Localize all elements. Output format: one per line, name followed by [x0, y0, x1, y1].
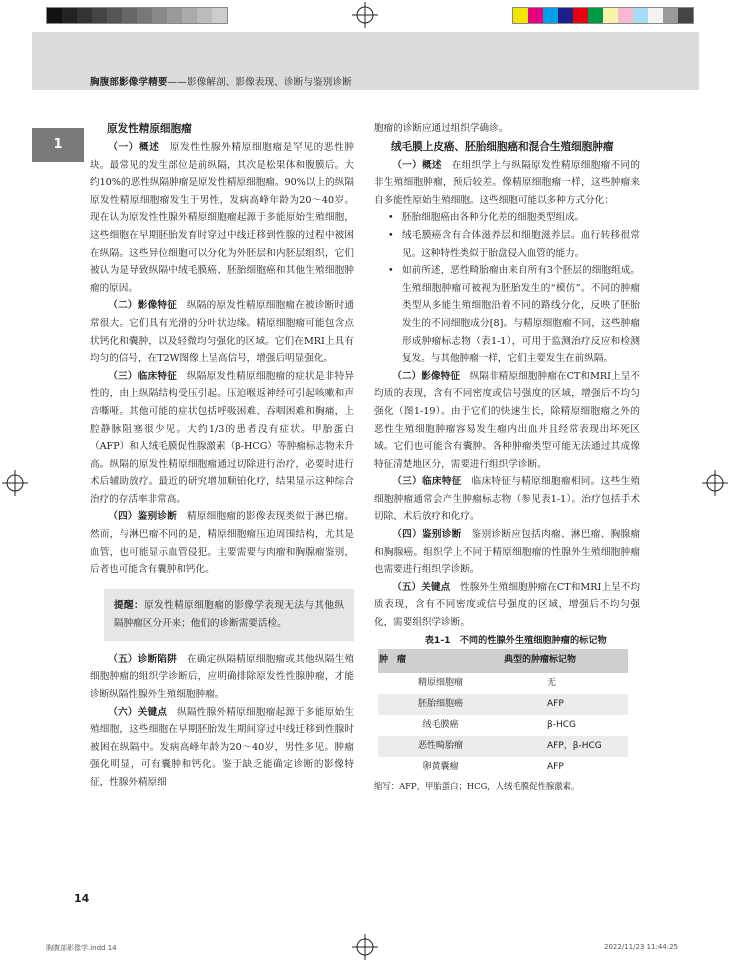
table-note: 缩写：AFP，甲胎蛋白；HCG，人绒毛膜促性腺激素。	[374, 781, 580, 792]
table-title: 表1-1 不同的性腺外生殖细胞肿瘤的标记物	[424, 634, 607, 646]
paragraph-clinical: （三）临床特征 纵隔原发性精原细胞瘤的症状是非特异性的，由上纵隔结构受压引起。压迫喉返神经可引起咳嗽和声音嘶哑。其他可能的症状包括呼吸困难、吞咽困难和胸痛，上腔静脉阻塞很少见。大约1/3的患者没有症状。甲胎蛋白（AFP）和人绒毛膜促性腺激素（β-HCG）等肿瘤标志物未升高。纵隔的原发性精原细胞瘤通过切除进行治疗，必要时进行术后辅助放疗。最近的研究增加顺铂化疗，结果显示这种综合治疗的存活率非常高。	[90, 370, 355, 505]
table-header-row	[378, 649, 628, 673]
table-cell-tumor: 绒毛膜癌	[422, 719, 459, 730]
chapter-tab: 1	[32, 128, 84, 162]
paragraph-clinical-2: （三）临床特征 临床特征与精原细胞瘤相同。这些生殖细胞肿瘤通常会产生肿瘤标志物（参见表1-1）。治疗包括手术切除、术后放疗和化疗。	[374, 476, 641, 523]
paragraph-keypoint: （六）关键点 纵隔性腺外精原细胞瘤起源于多能原始生殖细胞，这些细胞在早期胚胎发生期间穿过中线迁移到性腺时被困在纵隔中。发病高峰年龄为20～40岁，男性多见。肿瘤强化明显，可有囊肿和钙化。鉴于缺乏能确定诊断的影像特征，性腺外精原细	[90, 706, 355, 788]
table-cell-marker: AFP	[503, 694, 628, 715]
tip-box	[104, 589, 354, 641]
registration-mark-top	[352, 2, 378, 28]
section-title-nonseminoma: 绒毛膜上皮癌、胚胎细胞癌和混合生殖细胞肿瘤	[390, 140, 614, 153]
paragraph-imaging-2: （二）影像特征 纵隔非精原细胞肿瘤在CT和MRI上呈不均质的表现，含有不同密度或信号强度的区域，增强后不均匀强化（图1-19）。由于它们的快速生长，除精原细胞瘤之外的恶性生殖细胞肿瘤容易发生瘤内出血并且经常表现出坏死区域。它们也可能含有囊肿。各种肿瘤类型可能无法通过其成像特征清楚地区分，需要进行组织学诊断。	[374, 370, 641, 470]
table-header-tumor: 肿 瘤	[378, 649, 503, 673]
table-cell-tumor: 精原细胞瘤	[417, 677, 463, 688]
registration-mark-right	[702, 470, 728, 496]
book-title: 胸腹部影像学精要	[90, 77, 168, 88]
paragraph-keypoint-2: （五）关键点 性腺外生殖细胞肿瘤在CT和MRI上呈不均质表现，含有不同密度或信号强度的区域，增强后不均匀强化，需要组织学诊断。	[374, 581, 641, 629]
tip-text: 原发性精原细胞瘤的影像学表现无法与其他纵隔肿瘤区分开来；他们的诊断需要活检。	[114, 599, 345, 629]
table-cell-tumor: 胚胎细胞癌	[378, 694, 503, 715]
book-subtitle: ——影像解剖、影像表现、诊断与鉴别诊断	[167, 77, 352, 88]
registration-mark-left	[2, 470, 28, 496]
tumor-marker-table	[378, 649, 628, 778]
paragraph-differential: （四）鉴别诊断 精原细胞瘤的影像表现类似于淋巴瘤。然而，与淋巴瘤不同的是，精原细胞瘤压迫周围结构，尤其是血管，也可能显示血管侵犯。主要需要与肉瘤和胸腺瘤鉴别，后者也可能含有囊肿和钙化。	[90, 511, 355, 576]
paragraph-overview-2: （一）概述 在组织学上与纵隔原发性精原细胞瘤不同的非生殖细胞肿瘤，预后较差。像精原细胞瘤一样，这些肿瘤来自多能性原始生殖细胞。这些细胞可能以多种方式分化：	[374, 159, 641, 206]
table-cell-tumor: 恶性畸胎瘤	[378, 736, 503, 757]
continuation-text: 胞瘤的诊断应通过组织学确诊。	[374, 123, 509, 134]
bullet-item: • 如前所述，恶性畸胎瘤由来自所有3个胚层的细胞组成。生殖细胞肿瘤可被视为胚胎发生的“模仿”。不同的肿瘤类型从多能生殖细胞沿着不同的路线分化，反映了胚胎发生的不同细胞成分[8]。与精原细胞瘤不同，这些肿瘤形成肿瘤标志物（表1-1），可用于监测治疗反应和检测复发。与其他肿瘤一样，它们主要发生在前纵隔。	[374, 262, 640, 368]
tip-label: 提醒：	[114, 599, 145, 611]
right-column	[374, 120, 640, 796]
paragraph-overview: （一）概述 原发性性腺外精原细胞瘤是罕见的恶性肿块。最常见的发生部位是前纵隔，其次是松果体和腹膜后。大约10%的恶性纵隔肿瘤是原发性精原细胞瘤。90%以上的纵隔原发性精原细胞瘤发生于男性，发病高峰年龄为20～40岁。现在认为原发性性腺外精原细胞瘤起源于多能原始生殖细胞，这些细胞在早期胚胎发育时穿过中线迁移到性腺的过程中被困在纵隔。这些异位细胞可以分化为外胚层和内胚层组织，它们被认为是导致纵隔中绒毛膜癌、胚胎细胞癌和其他生殖细胞肿瘤的原因。	[90, 142, 355, 294]
table-cell-marker: β-HCG	[547, 719, 577, 730]
paragraph-differential-2: （四）鉴别诊断 鉴别诊断应包括肉瘤、淋巴瘤、胸腺瘤和胸腺癌。组织学上不同于精原细胞瘤的性腺外生殖细胞肿瘤也需要进行组织学诊断。	[374, 529, 641, 576]
paragraph-imaging: （二）影像特征 纵隔的原发性精原细胞瘤在被诊断时通常很大。它们具有光滑的分叶状边缘。精原细胞瘤可能包含点状钙化和囊肿，以及轻微均匀强化的区域。它们在MRI上具有均匀的信号，在T2W图像上呈高信号，增强后明显强化。	[90, 300, 355, 365]
section-title-seminoma: 原发性精原细胞瘤	[106, 123, 192, 135]
table-cell-marker: AFP，β-HCG	[503, 736, 628, 757]
table-cell-marker: 无	[547, 677, 557, 688]
registration-mark-bottom	[352, 934, 378, 960]
footer-file-name: 胸腹部影像学.indd 14	[46, 944, 117, 952]
table-row	[378, 757, 628, 778]
table-cell-tumor: 卵黄囊瘤	[422, 761, 459, 772]
table-row	[378, 736, 628, 757]
page-number: 14	[74, 892, 90, 905]
table-header-marker: 典型的肿瘤标记物	[503, 649, 628, 673]
table-cell-marker: AFP	[547, 761, 564, 772]
grayscale-calibration-bar	[46, 7, 228, 24]
table-row	[378, 694, 628, 715]
left-column	[90, 120, 354, 792]
footer-timestamp: 2022/11/23 11:44:25	[604, 943, 679, 951]
paragraph-pitfall: （五）诊断陷阱 在确定纵隔精原细胞瘤或其他纵隔生殖细胞肿瘤的组织学诊断后，应明确排除原发性性腺肿瘤，才能诊断纵隔性腺外生殖细胞肿瘤。	[90, 653, 355, 701]
bullet-item: • 绒毛膜癌含有合体滋养层和细胞滋养层。血行转移很常见。这种特性类似于胎盘侵入血管的能力。	[374, 227, 640, 262]
color-calibration-bar	[512, 7, 694, 24]
table-row	[378, 673, 628, 694]
bullet-item: • 胚胎细胞癌由各种分化差的细胞类型组成。	[374, 209, 640, 227]
running-header	[90, 74, 352, 88]
table-row	[378, 715, 628, 736]
